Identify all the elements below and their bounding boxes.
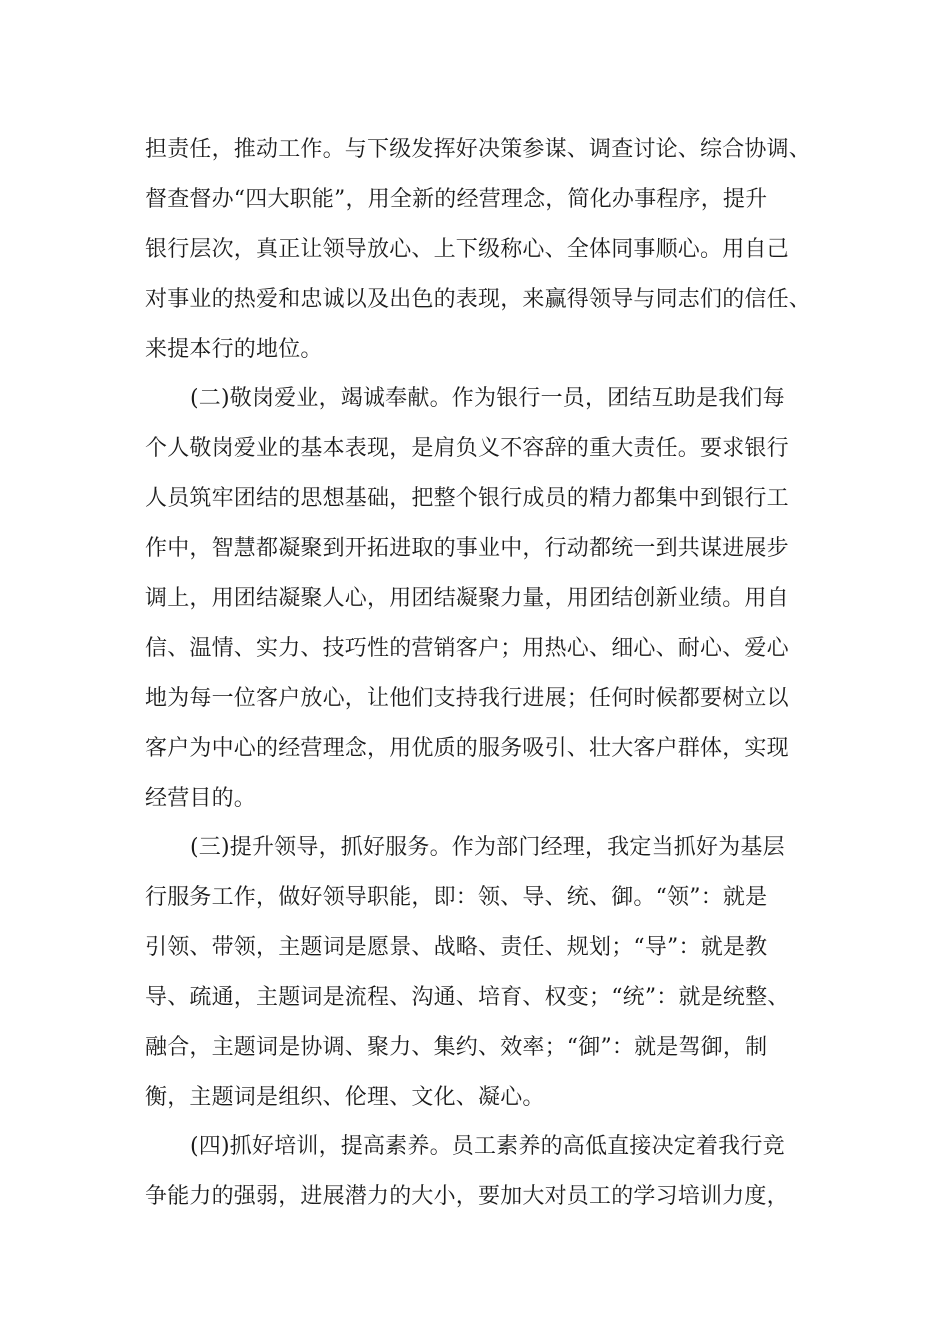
text-line: 行服务工作，做好领导职能，即：领、导、统、御。“领”：就是 <box>145 885 768 910</box>
text-line: 督查督办“四大职能”，用全新的经营理念，简化办事程序，提升 <box>145 187 768 212</box>
text-line: 个人敬岗爱业的基本表现，是肩负义不容辞的重大责任。要求银行 <box>145 436 789 461</box>
text-line: 引领、带领，主题词是愿景、战略、责任、规划；“导”：就是教 <box>145 935 768 960</box>
text-line: 经营目的。 <box>145 786 257 811</box>
text-line: 担责任，推动工作。与下级发挥好决策参谋、调查讨论、综合协调、 <box>145 137 812 162</box>
text-line: 人员筑牢团结的思想基础，把整个银行成员的精力都集中到银行工 <box>145 486 789 511</box>
text-line: 来提本行的地位。 <box>145 337 323 362</box>
text-line: 融合，主题词是协调、聚力、集约、效率；“御”：就是驾御，制 <box>145 1035 768 1060</box>
text-line: 争能力的强弱，进展潜力的大小，要加大对员工的学习培训力度， <box>145 1184 789 1209</box>
paragraph-start-line: (三)提升领导，抓好服务。作为部门经理，我定当抓好为基层 <box>190 835 785 860</box>
text-line: 信、温情、实力、技巧性的营销客户；用热心、细心、耐心、爱心 <box>145 636 789 661</box>
text-line: 衡，主题词是组织、伦理、文化、凝心。 <box>145 1085 545 1110</box>
text-line: 调上，用团结凝聚人心，用团结凝聚力量，用团结创新业绩。用自 <box>145 586 789 611</box>
text-line: 银行层次，真正让领导放心、上下级称心、全体同事顺心。用自己 <box>145 237 789 262</box>
text-line: 客户为中心的经营理念，用优质的服务吸引、壮大客户群体，实现 <box>145 736 789 761</box>
text-line: 对事业的热爱和忠诚以及出色的表现，来赢得领导与同志们的信任、 <box>145 287 812 312</box>
text-line: 地为每一位客户放心，让他们支持我行进展；任何时候都要树立以 <box>145 686 789 711</box>
text-line: 作中，智慧都凝聚到开拓进取的事业中，行动都统一到共谋进展步 <box>145 536 789 561</box>
text-line: 导、疏通，主题词是流程、沟通、培育、权变；“统”：就是统整、 <box>145 985 790 1010</box>
paragraph-start-line: (四)抓好培训，提高素养。员工素养的高低直接决定着我行竞 <box>190 1134 785 1159</box>
paragraph-start-line: (二)敬岗爱业，竭诚奉献。作为银行一员，团结互助是我们每 <box>190 386 785 411</box>
